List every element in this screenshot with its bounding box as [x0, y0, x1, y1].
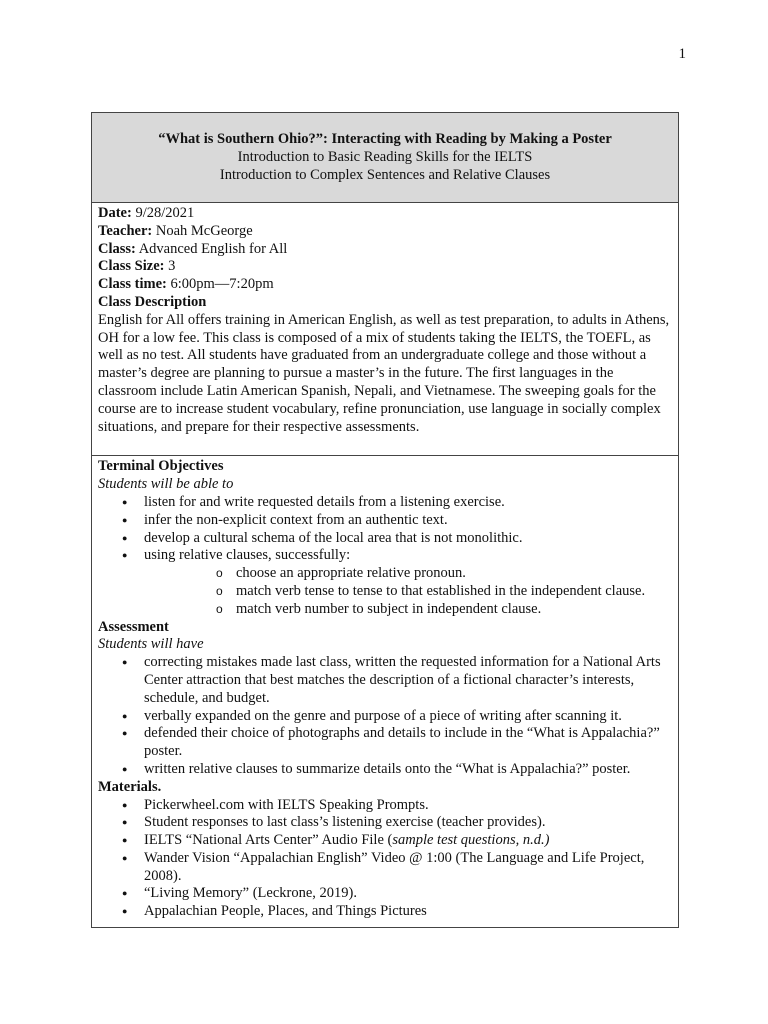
assessment-item: ● verbally expanded on the genre and purpose of a piece of writing after scanning it.: [98, 708, 672, 726]
objective-item: [98, 547, 672, 618]
lesson-header: [92, 113, 678, 202]
teacher-label: Teacher:: [98, 222, 153, 239]
materials-item-text: IELTS “National Arts Center” Audio File (: [144, 832, 393, 849]
objectives-list: [98, 494, 672, 619]
date-label: Date:: [98, 205, 132, 221]
date-line: [98, 205, 672, 223]
class-info-section: [92, 202, 678, 455]
date-value: 9/28/2021: [131, 205, 195, 221]
teacher-value: Noah McGeorge: [152, 222, 253, 239]
objectives-section: [92, 455, 678, 927]
lesson-subtitle-2: Introduction to Complex Sentences and Relative Clauses: [219, 167, 551, 183]
class-description-text: English for All offers training in American English, as well as test preparation, to adults in Athens, OH for a low fee. This class is composed of a mix of students taking the IELTS, the TOEFL, as well as no test. All students have graduated from an undergraduate college and those without a master’s degree are planning to pursue a master’s in the future. The first languages in the classroom include Latin American Spanish, Nepali, and Vietnamese. The sweeping goals for the course are to increase student vocabulary, refine pronunciation, use language in socially complex situations, and prepare for their respective assessments.: [98, 311, 670, 435]
class-size-label: Class Size:: [98, 258, 165, 275]
materials-item-citation: sample test questions, n.d.): [392, 832, 550, 849]
assessment-intro: Students will have: [98, 636, 204, 653]
materials-list: [98, 797, 672, 922]
assessment-item: ● defended their choice of photographs and details to include in the “What is Appalachia?” poster.: [98, 725, 672, 761]
materials-item: ● “Living Memory” (Leckrone, 2019).: [98, 885, 672, 903]
materials-item: ● Student responses to last class’s listening exercise (teacher provides).: [98, 814, 672, 832]
assessment-heading: Assessment: [98, 618, 169, 635]
objective-item: ● infer the non-explicit context from an authentic text.: [98, 512, 672, 530]
materials-item: ● Pickerwheel.com with IELTS Speaking Prompts.: [98, 797, 672, 815]
class-time-line: [98, 276, 672, 294]
materials-item: [98, 832, 672, 850]
objective-subitem: o match verb tense to tense to that established in the independent clause.: [144, 583, 672, 601]
page-number: 1: [678, 46, 686, 62]
class-size-value: 3: [164, 258, 176, 275]
assessment-list: [98, 654, 672, 779]
teacher-line: [98, 223, 672, 241]
objective-sublist: [144, 565, 672, 618]
assessment-item: ● written relative clauses to summarize details onto the “What is Appalachia?” poster.: [98, 761, 672, 779]
objective-subitem: o match verb number to subject in independent clause.: [144, 601, 672, 619]
objectives-heading: Terminal Objectives: [98, 458, 224, 475]
class-time-label: Class time:: [98, 276, 167, 293]
lesson-subtitle-1: Introduction to Basic Reading Skills for the IELTS: [237, 149, 533, 165]
materials-item: ● Appalachian People, Places, and Things Pictures: [98, 903, 672, 921]
objective-item: ● develop a cultural schema of the local area that is not monolithic.: [98, 530, 672, 548]
class-label: Class:: [98, 240, 136, 257]
class-description-heading: Class Description: [98, 293, 207, 310]
objective-subitem: o choose an appropriate relative pronoun.: [144, 565, 672, 583]
lesson-plan-table: [91, 112, 679, 928]
materials-heading: Materials.: [98, 778, 162, 795]
materials-item: ● Wander Vision “Appalachian English” Video @ 1:00 (The Language and Life Project, 2008).: [98, 850, 672, 886]
objective-item-text: using relative clauses, successfully:: [144, 547, 351, 564]
class-size-line: [98, 258, 672, 276]
assessment-item: ● correcting mistakes made last class, written the requested information for a National Arts Center attraction that best matches the description of a fictional character’s interests, schedule, and budget.: [98, 654, 672, 707]
lesson-title: “What is Southern Ohio?”: Interacting with Reading by Making a Poster: [158, 131, 612, 147]
class-line: [98, 241, 672, 259]
class-value: Advanced English for All: [135, 240, 288, 257]
class-time-value: 6:00pm—7:20pm: [166, 276, 274, 293]
objectives-intro: Students will be able to: [98, 476, 234, 493]
objective-item: ● listen for and write requested details from a listening exercise.: [98, 494, 672, 512]
